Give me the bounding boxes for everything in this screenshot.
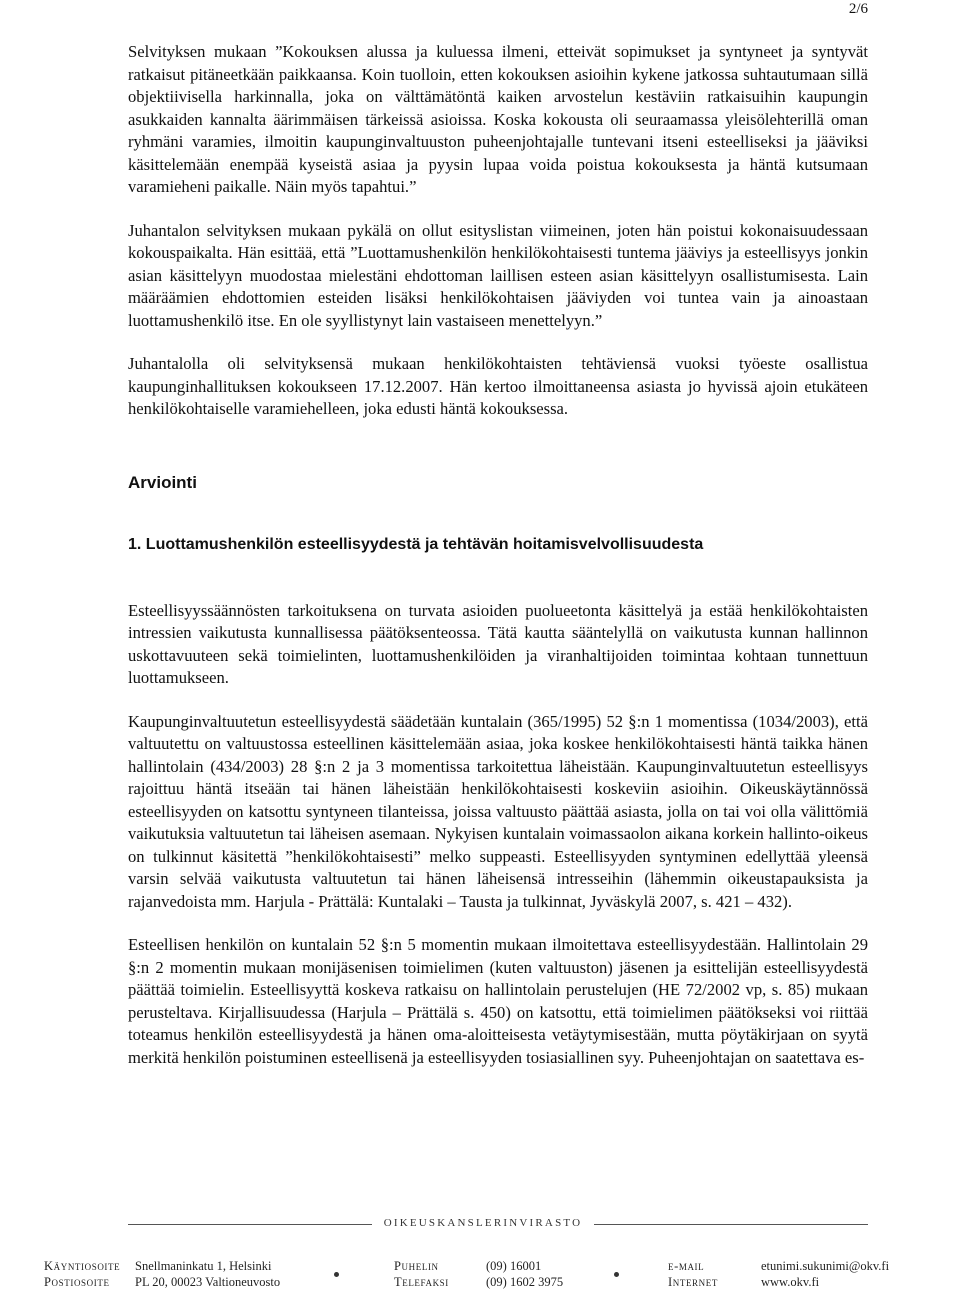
footer-separator-dot-icon <box>334 1272 339 1277</box>
footer-post-value: PL 20, 00023 Valtioneuvosto <box>135 1275 281 1289</box>
footer-visit-label: Käyntiosoite <box>44 1259 121 1273</box>
footer-post-label: Postiosoite <box>44 1275 110 1289</box>
paragraph-section1-2: Kaupunginvaltuutetun esteellisyydestä säädetään kuntalain (365/1995) 52 §:n 1 momentissa (1034/2003), että valtuutettu on valtuustossa esteellinen käsittelemään asiaa, joka koskee henkilökohtaisesti häntä taikka hänen hallintolain (434/2003) 28 §:n 2 ja 3 momentissa tarkoitettua läheistään. Kaupunginvaltuutetun esteellisyys rajoittuu häntä itseään tai hänen läheistään henkilökohtaisesti koskeviin asioihin. Oikeuskäytännössä esteellisyyden on katsottu syntyneen tilanteissa, joissa valtuusto päättää asiasta, jolla on tai voi olla välittömiä vaikutuksia valtuutetun tai läheisen asemaan. Nykyisen kuntalain voimassaolon aikana korkein hallinto-oikeus on tulkinnut käsitettä ”henkilökohtaisesti” melko suppeasti. Esteellisyyden syntyminen edellyttää yleensä varsin selvää vaikutusta valtuutetun tai hänen läheisensä intresseihin (lähemmin oikeustapauksista ja rajanvedoista mm. Harjula - Prättälä: Kuntalaki – Tausta ja tulkinnat, Jyväskylä 2007, s. 421 – 432). <box>128 711 868 911</box>
heading-section-1: 1. Luottamushenkilön esteellisyydestä ja tehtävän hoitamisvelvollisuudesta <box>128 535 704 553</box>
paragraph-section1-3: Esteellisen henkilön on kuntalain 52 §:n 5 momentin mukaan ilmoitettava esteellisyydestään. Hallintolain 29 §:n 2 momentin mukaan monijäsenisen toimielimen (kuten valtuuston) jäsenen ja esittelijän esteellisyydestä päättää toimielin. Esteellisyyttä koskeva ratkaisu on hallintolain perustelujen (HE 72/2002 vp, s. 85) mukaan perusteltava. Kirjallisuudessa (Harjula – Prättälä s. 450) on katsottu, että toimielimen päätökseksi voi riittää toteamus henkilön esteellisyydestä ja hänen oma-aloitteisesta vetäytymisestään, mutta pöytäkirjaan on syytä merkitä henkilön poistuminen esteellisenä ja esteellisyyden tosiasiallinen syy. Puheenjohtajan on saatettava es- <box>128 935 868 1067</box>
footer-phone-value: (09) 16001 <box>486 1259 542 1273</box>
footer-email-label: e-mail <box>668 1259 705 1273</box>
footer-email-value[interactable]: etunimi.sukunimi@okv.fi <box>761 1259 890 1273</box>
footer-org-name: OIKEUSKANSLERINVIRASTO <box>372 1214 594 1232</box>
footer-internet-value[interactable]: www.okv.fi <box>761 1275 820 1289</box>
footer-internet-label: Internet <box>668 1275 718 1289</box>
footer-contact <box>0 1258 960 1290</box>
paragraph-intro-3: Juhantalolla oli selvityksensä mukaan henkilökohtaisten tehtäviensä vuoksi työeste osallistua kaupunginhallituksen kokoukseen 17.12.2007. Hän kertoo ilmoittaneensa asiasta jo hyvissä ajoin etukäteen henkilökohtaiselle varamiehelleen, joka edusti häntä kokouksessa. <box>128 354 868 418</box>
footer-fax-label: Telefaksi <box>394 1275 449 1289</box>
footer-visit-value: Snellmaninkatu 1, Helsinki <box>135 1259 272 1273</box>
paragraph-intro-1: Selvityksen mukaan ”Kokouksen alussa ja kuluessa ilmeni, etteivät sopimukset ja syntyneet ja syntyvät ratkaisut pitäneetkään paikkaansa. Koin tuolloin, etten kokouksen asioihin kykene jatkossa suhtautumaan sillä objektiivisella harkinnalla, joka on välttämätöntä kaiken arvostelun kestäviin ratkaisuihin kaupungin asukkaiden kannalta äärimmäisen tärkeissä asioissa. Koska kokousta oli seuraamassa yleisölehterillä oman ryhmäni varamies, ilmoitin kaupunginvaltuuston puheenjohtajalle tuntevani itseni esteelliseksi ja jääviksi käsittelemään enempää kyseistä asiaa ja pyysin lupaa voida poistua kokouksesta ja häntä kutsumaan varamieheni paikalle. Näin myös tapahtui.” <box>128 42 868 196</box>
paragraph-section1-1: Esteellisyyssäännösten tarkoituksena on turvata asioiden puolueetonta käsittelyä ja estää henkilökohtaisten intressien vaikutusta kunnallisessa päätöksenteossa. Tätä kautta sääntelyllä on vaikutusta kunnan hallinnon uskottavuuteen sekä toimielinten, luottamushenkilöiden ja viranhaltijoiden toimintaa kohtaan tunnettuun luottamukseen. <box>128 600 868 687</box>
page-number: 2/6 <box>848 1 868 17</box>
document-body <box>128 41 868 1069</box>
paragraph-intro-2: Juhantalon selvityksen mukaan pykälä on ollut esityslistan viimeinen, joten hän poistui kokonaisuudessaan kokouspaikalta. Hän esittää, että ”Luottamushenkilön henkilökohtaisesti tuntema jääviys ja esteellisyys jonkin asian käsittelyyn muodostaa mielestäni ehdottoman laillisen esteen asian käsittelyyn osallistumisesta. Lain määräämien ehdottomien esteiden lisäksi henkilökohtaisen jääviyden voi tuntea vain ja ainoastaan luottamushenkilö itse. En ole syyllistynyt lain vastaiseen menettelyyn.” <box>128 220 868 330</box>
footer-fax-value: (09) 1602 3975 <box>486 1275 564 1289</box>
heading-arviointi: Arviointi <box>128 472 197 492</box>
footer-phone-label: Puhelin <box>394 1259 439 1273</box>
footer-separator-dot-icon <box>614 1272 619 1277</box>
